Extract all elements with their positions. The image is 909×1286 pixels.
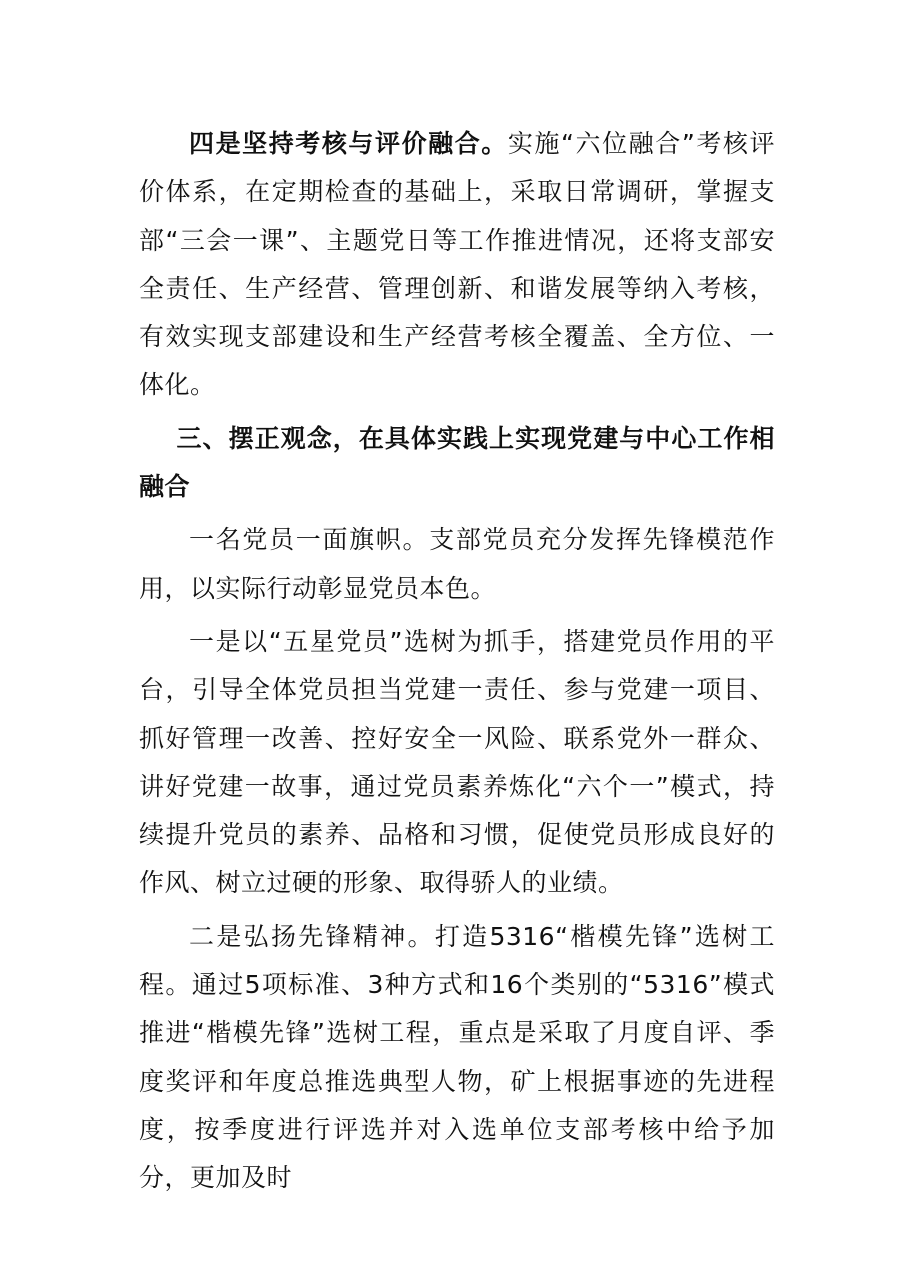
document-body (139, 120, 775, 1203)
paragraph-flag: 一名党员一面旗帜。支部党员充分发挥先锋模范作用，以实际行动彰显党员本色。 (139, 525, 775, 603)
paragraph-five-star: 一是以“五星党员”选树为抓手，搭建党员作用的平台，引导全体党员担当党建一责任、参与党建一项目、抓好管理一改善、控好安全一风险、联系党外一群众、讲好党建一故事，通过党员素养炼化“六个一”模式，持续提升党员的素养、品格和习惯，促使党员形成良好的作风、树立过硬的形象、取得骄人的业绩。 (139, 626, 775, 898)
paragraph-text: 实施“六位融合”考核评价体系，在定期检查的基础上，采取日常调研，掌握支部“三会一课”、主题党日等工作推进情况，还将支部安全责任、生产经营、管理创新、和谐发展等纳入考核，有效实现支部建设和生产经营考核全覆盖、全方位、一体化。 (139, 129, 775, 400)
paragraph-lead: 四是坚持考核与评价融合。 (189, 129, 508, 158)
paragraph-pioneer: 二是弘扬先锋精神。打造5316“楷模先锋”选树工程。通过5项标准、3种方式和16个类别的“5316”模式推进“楷模先锋”选树工程，重点是采取了月度自评、季度奖评和年度总推选典型人物，矿上根据事迹的先进程度，按季度进行评选并对入选单位支部考核中给予加分，更加及时 (139, 921, 775, 1193)
section-heading: 三、摆正观念，在具体实践上实现党建与中心工作相融合 (139, 423, 775, 502)
paragraph-assessment (139, 120, 775, 410)
